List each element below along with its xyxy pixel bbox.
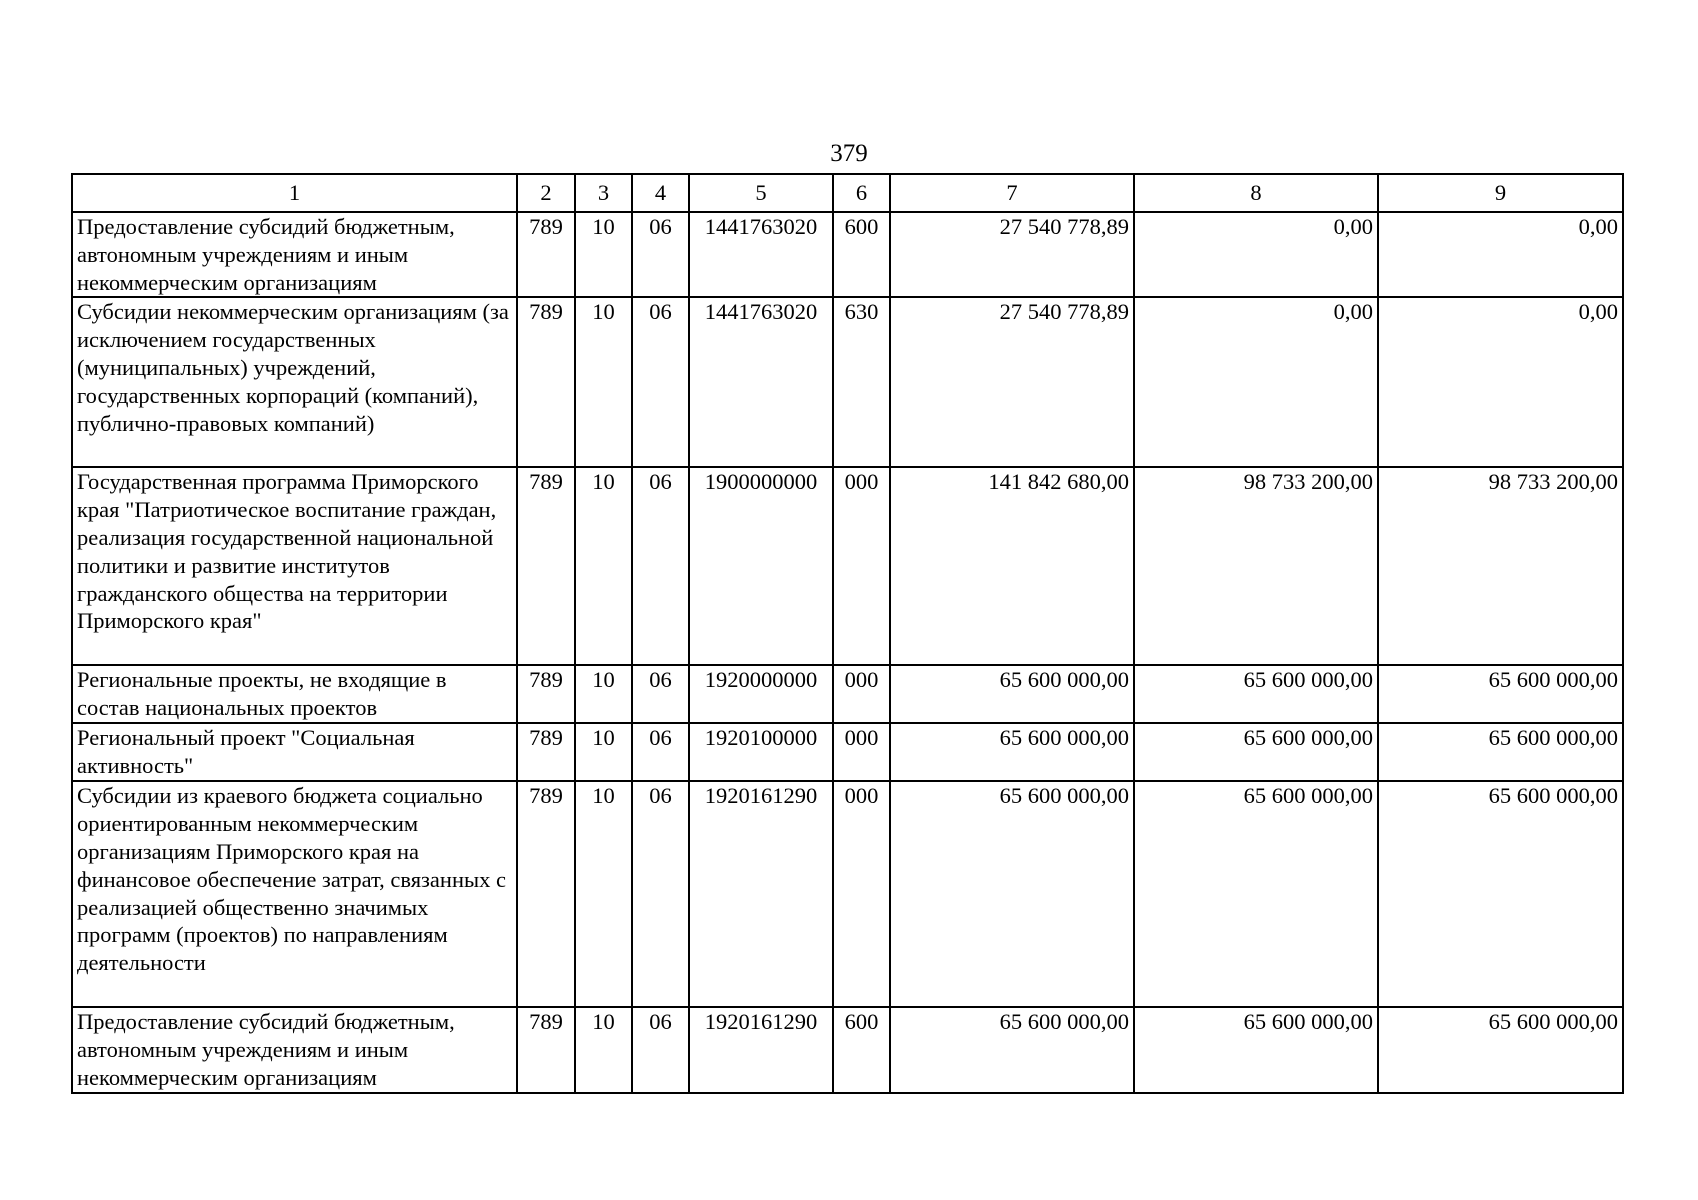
code-target: 1900000000 [689, 467, 833, 665]
amount-col7: 27 540 778,89 [890, 212, 1134, 297]
code-target: 1441763020 [689, 212, 833, 297]
code-gr: 789 [517, 781, 575, 1007]
code-gr: 789 [517, 1007, 575, 1092]
code-section: 10 [575, 212, 632, 297]
amount-col9: 65 600 000,00 [1378, 723, 1623, 781]
code-expense-type: 600 [833, 1007, 890, 1092]
table-row [72, 467, 1623, 665]
column-header: 7 [890, 174, 1134, 212]
table-row [72, 297, 1623, 467]
row-name: Региональные проекты, не входящие в состав национальных проектов [72, 665, 517, 723]
code-gr: 789 [517, 212, 575, 297]
code-expense-type: 000 [833, 665, 890, 723]
amount-col8: 65 600 000,00 [1134, 723, 1378, 781]
amount-col8: 0,00 [1134, 297, 1378, 467]
code-section: 10 [575, 665, 632, 723]
column-header: 1 [72, 174, 517, 212]
column-header: 9 [1378, 174, 1623, 212]
amount-col9: 65 600 000,00 [1378, 665, 1623, 723]
code-expense-type: 000 [833, 723, 890, 781]
column-header: 4 [632, 174, 689, 212]
code-section: 10 [575, 297, 632, 467]
table-row [72, 723, 1623, 781]
row-name: Субсидии из краевого бюджета социально ориентированным некоммерческим организациям Приморского края на финансовое обеспечение затрат, связанных с реализацией общественно значимых программ (проектов) по направлениям деятельности [72, 781, 517, 1007]
code-section: 10 [575, 723, 632, 781]
code-subsection: 06 [632, 665, 689, 723]
amount-col7: 141 842 680,00 [890, 467, 1134, 665]
column-header: 8 [1134, 174, 1378, 212]
code-target: 1920100000 [689, 723, 833, 781]
table-row [72, 212, 1623, 297]
code-target: 1920161290 [689, 1007, 833, 1092]
table-row [72, 781, 1623, 1007]
amount-col8: 0,00 [1134, 212, 1378, 297]
column-header: 6 [833, 174, 890, 212]
amount-col9: 0,00 [1378, 212, 1623, 297]
code-target: 1920000000 [689, 665, 833, 723]
row-name: Государственная программа Приморского края "Патриотическое воспитание граждан, реализация государственной национальной политики и развитие институтов гражданского общества на территории Приморского края" [72, 467, 517, 665]
page-number: 379 [830, 140, 868, 167]
row-name: Региональный проект "Социальная активность" [72, 723, 517, 781]
code-subsection: 06 [632, 781, 689, 1007]
row-name: Субсидии некоммерческим организациям (за исключением государственных (муниципальных) учреждений, государственных корпораций (компаний), публично-правовых компаний) [72, 297, 517, 467]
code-section: 10 [575, 467, 632, 665]
code-subsection: 06 [632, 212, 689, 297]
code-gr: 789 [517, 723, 575, 781]
amount-col7: 65 600 000,00 [890, 1007, 1134, 1092]
code-subsection: 06 [632, 297, 689, 467]
code-gr: 789 [517, 467, 575, 665]
amount-col9: 65 600 000,00 [1378, 1007, 1623, 1092]
code-expense-type: 000 [833, 781, 890, 1007]
table-row [72, 665, 1623, 723]
column-header: 5 [689, 174, 833, 212]
code-expense-type: 600 [833, 212, 890, 297]
code-section: 10 [575, 1007, 632, 1092]
code-target: 1920161290 [689, 781, 833, 1007]
amount-col9: 65 600 000,00 [1378, 781, 1623, 1007]
amount-col7: 65 600 000,00 [890, 781, 1134, 1007]
amount-col9: 98 733 200,00 [1378, 467, 1623, 665]
code-expense-type: 630 [833, 297, 890, 467]
amount-col7: 65 600 000,00 [890, 665, 1134, 723]
amount-col8: 65 600 000,00 [1134, 781, 1378, 1007]
code-gr: 789 [517, 297, 575, 467]
column-header: 3 [575, 174, 632, 212]
code-gr: 789 [517, 665, 575, 723]
table-row [72, 1007, 1623, 1092]
amount-col8: 65 600 000,00 [1134, 665, 1378, 723]
header-row [72, 174, 1623, 212]
code-expense-type: 000 [833, 467, 890, 665]
code-subsection: 06 [632, 723, 689, 781]
amount-col9: 0,00 [1378, 297, 1623, 467]
code-subsection: 06 [632, 1007, 689, 1092]
code-subsection: 06 [632, 467, 689, 665]
amount-col7: 65 600 000,00 [890, 723, 1134, 781]
row-name: Предоставление субсидий бюджетным, автономным учреждениям и иным некоммерческим организациям [72, 1007, 517, 1092]
code-section: 10 [575, 781, 632, 1007]
budget-table [71, 173, 1624, 1094]
amount-col7: 27 540 778,89 [890, 297, 1134, 467]
amount-col8: 65 600 000,00 [1134, 1007, 1378, 1092]
amount-col8: 98 733 200,00 [1134, 467, 1378, 665]
row-name: Предоставление субсидий бюджетным, автономным учреждениям и иным некоммерческим организациям [72, 212, 517, 297]
column-header: 2 [517, 174, 575, 212]
code-target: 1441763020 [689, 297, 833, 467]
